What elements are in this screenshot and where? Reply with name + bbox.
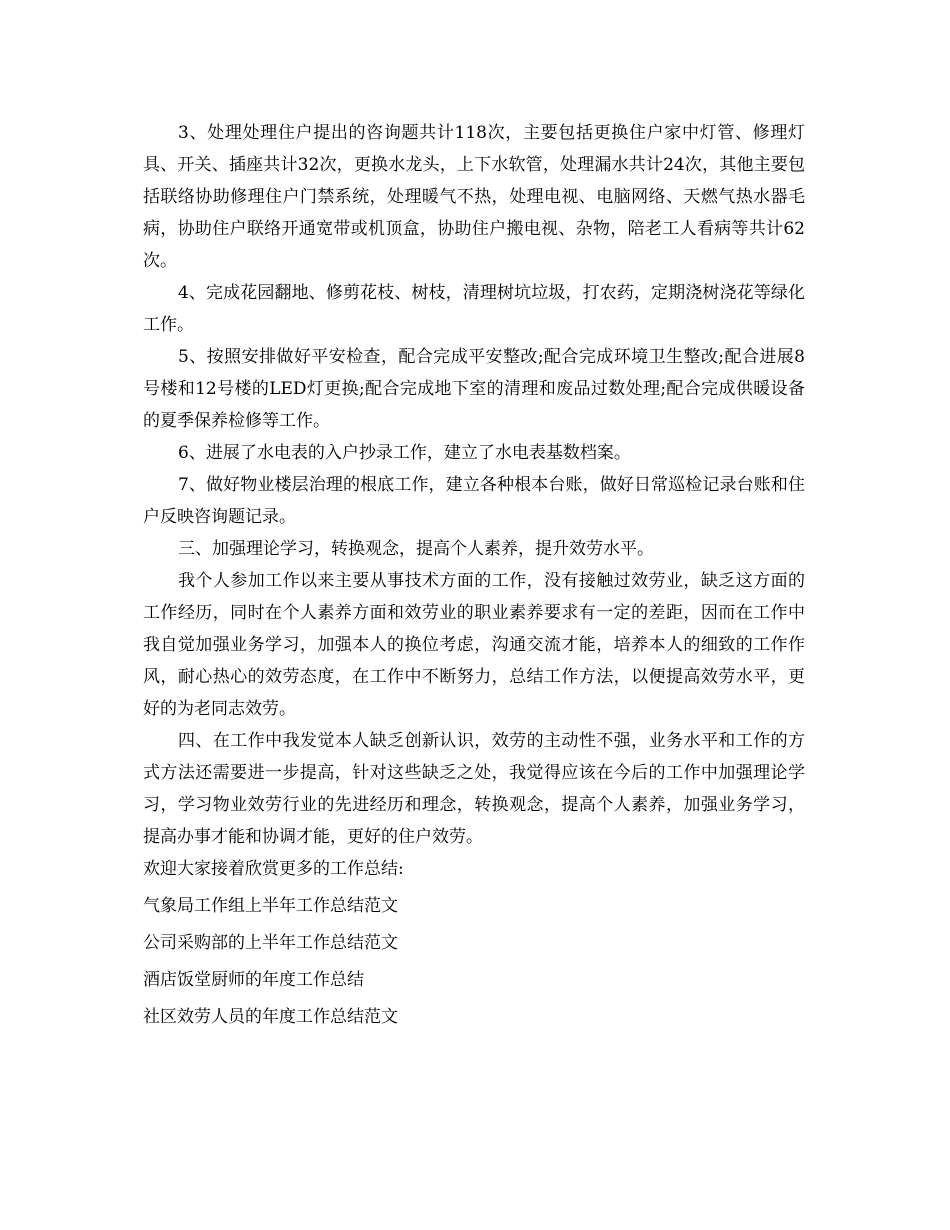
paragraph-item-6: 6、进展了水电表的入户抄录工作，建立了水电表基数档案。 [178,443,631,463]
related-intro: 欢迎大家接着欣赏更多的工作总结: [143,859,404,879]
paragraph-item-7: 7、做好物业楼层治理的根底工作，建立各种根本台账，做好日常巡检记录台账和住户反映咨询题记录。 [143,475,805,527]
related-link-1[interactable]: 气象局工作组上半年工作总结范文 [143,896,398,916]
paragraph-item-5: 5、按照安排做好平安检查，配合完成平安整改;配合完成环境卫生整改;配合进展8号楼和12号楼的LED灯更换;配合完成地下室的清理和废品过数处理;配合完成供暖设备的夏季保养检修等工作。 [143,347,805,431]
section-heading-3: 三、加强理论学习，转换观念，提高个人素养，提升效劳水平。 [178,539,654,559]
paragraph-item-4: 4、完成花园翻地、修剪花枝、树枝，清理树坑垃圾，打农药，定期浇树浇花等绿化工作。 [143,283,805,335]
section-heading-4: 四、在工作中我发觉本人缺乏创新认识，效劳的主动性不强，业务水平和工作的方式方法还需要进一步提高，针对这些缺乏之处，我觉得应该在今后的工作中加强理论学习，学习物业效劳行业的先进经历和理念，转换观念，提高个人素养，加强业务学习，提高办事才能和协调才能，更好的住户效劳。 [143,731,805,847]
document-body [143,117,805,1033]
paragraph-item-3: 3、处理处理住户提出的咨询题共计118次，主要包括更换住户家中灯管、修理灯具、开关、插座共计32次，更换水龙头，上下水软管，处理漏水共计24次，其他主要包括联络协助修理住户门禁系统，处理暖气不热，处理电视、电脑网络、天燃气热水器毛病，协助住户联络开通宽带或机顶盒，协助住户搬电视、杂物，陪老工人看病等共计62次。 [143,123,805,271]
related-link-3[interactable]: 酒店饭堂厨师的年度工作总结 [143,970,364,990]
related-link-2[interactable]: 公司采购部的上半年工作总结范文 [143,933,398,953]
paragraph-personal: 我个人参加工作以来主要从事技术方面的工作，没有接触过效劳业，缺乏这方面的工作经历，同时在个人素养方面和效劳业的职业素养要求有一定的差距，因而在工作中我自觉加强业务学习，加强本人的换位考虑，沟通交流才能，培养本人的细致的工作作风，耐心热心的效劳态度，在工作中不断努力，总结工作方法，以便提高效劳水平，更好的为老同志效劳。 [143,571,805,719]
related-link-4[interactable]: 社区效劳人员的年度工作总结范文 [143,1007,398,1027]
